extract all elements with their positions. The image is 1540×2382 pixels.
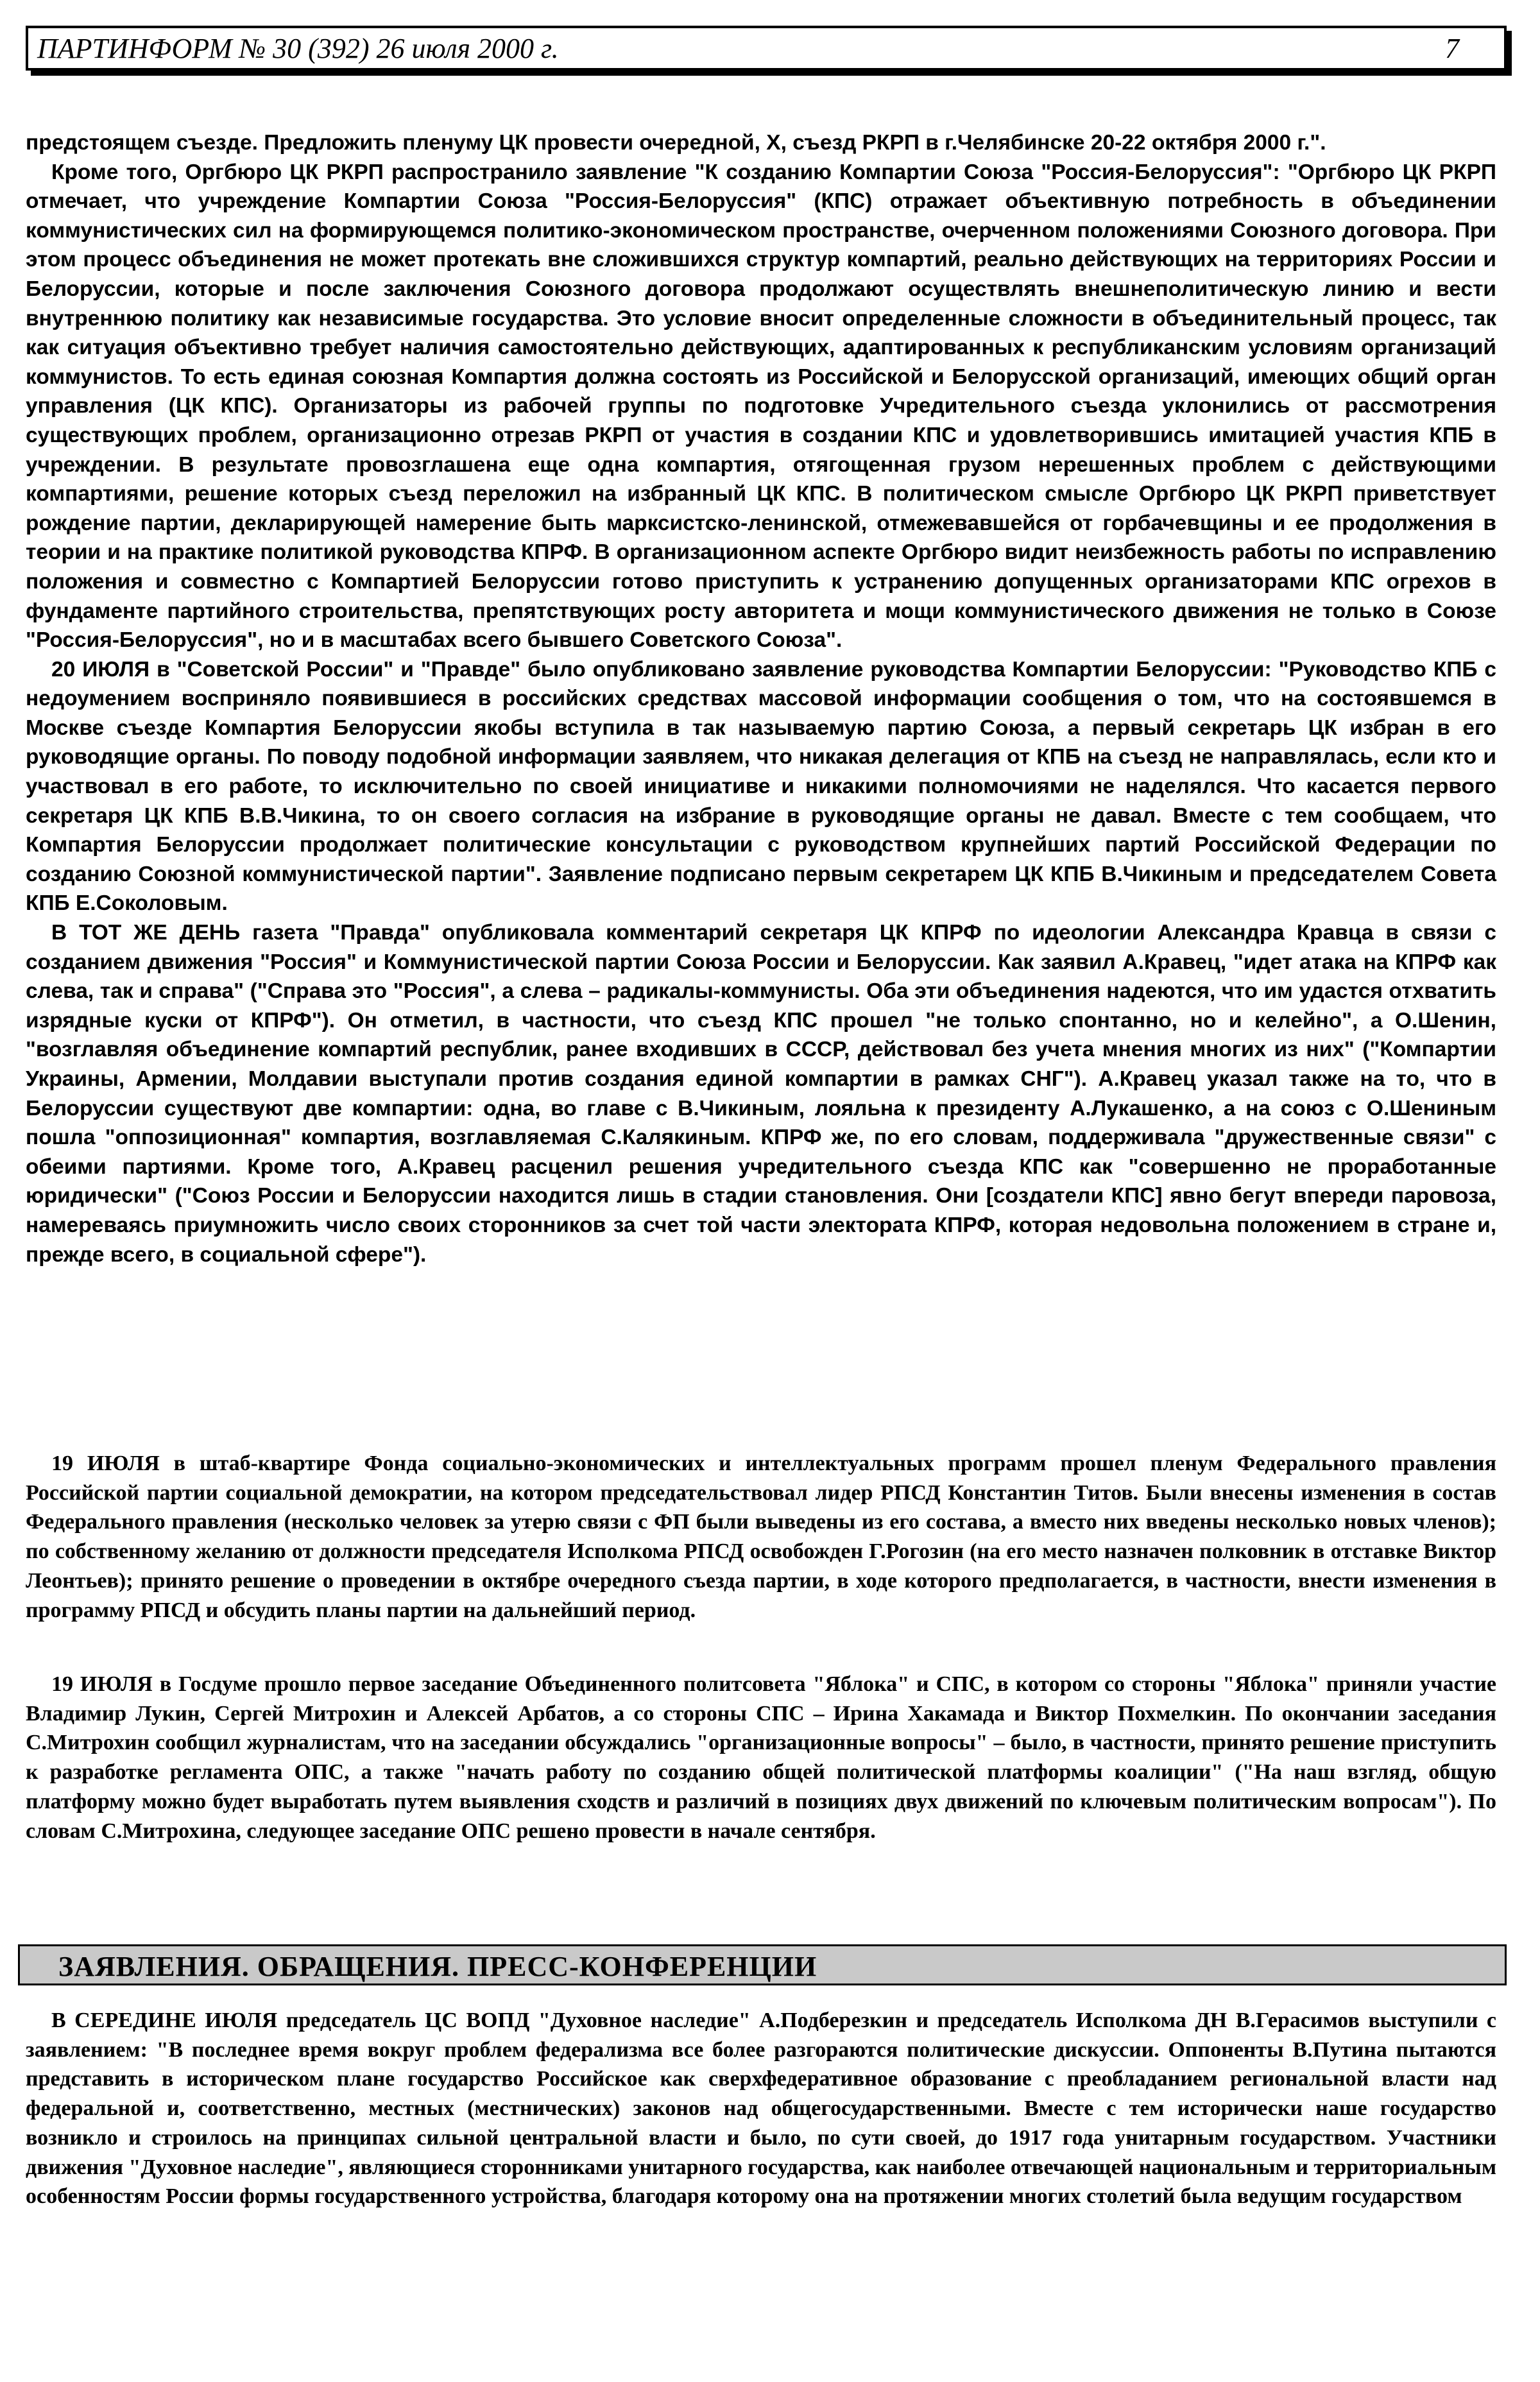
paragraph: предстоящем съезде. Предложить пленуму ЦК провести очередной, X, съезд РКРП в г.Челябинске 20-22 октября 2000 г.". xyxy=(26,131,1326,155)
page-header xyxy=(26,26,1507,71)
paragraph: В ТОТ ЖЕ ДЕНЬ газета "Правда" опубликовала комментарий секретаря ЦК КПРФ по идеологии Александра Кравца в связи с созданием движения "Россия" и Коммунистической партии Союза России и Белоруссии. Как заявил А.Кравец, "идет атака на КПРФ как слева, так и справа" ("Справа это "Россия", а слева – радикалы-коммунисты. Оба эти объединения надеются, что им удастся отхватить изрядные куски от КПРФ"). Он отметил, в частности, что съезд КПС прошел "не только спонтанно, но и келейно", а О.Шенин, "возглавляя объединение компартий республик, ранее входивших в СССР, действовал без учета мнения многих из них" ("Компартии Украины, Армении, Молдавии выступали против создания единой компартии в рамках СНГ"). А.Кравец указал также на то, что в Белоруссии существуют две компартии: одна, во главе с В.Чикиным, лояльна к президенту А.Лукашенко, а на союз с О.Шениным пошла "оппозиционная" компартия, возглавляемая С.Калякиным. КПРФ же, по его словам, поддерживала "дружественные связи" с обеими партиями. Кроме того, А.Кравец расценил решения учредительного съезда КПС как "совершенно не проработанные юридически" ("Союз России и Белоруссии находится лишь в стадии становления. Они [создатели КПС] явно бегут впереди паровоза, намереваясь приумножить число своих сторонников за счет той части электората КПРФ, которая недовольна положением в стране и, прежде всего, в социальной сфере"). xyxy=(26,921,1496,1267)
page-number: 7 xyxy=(1445,33,1459,64)
paragraph: В СЕРЕДИНЕ ИЮЛЯ председатель ЦС ВОПД "Духовное наследие" А.Подберезкин и председатель Исполкома ДН В.Герасимов выступили с заявлением: "В последнее время вокруг проблем федерализма все более разгораются политические дискуссии. Оппоненты В.Путина пытаются представить в историческом плане государство Российское как сверхфедеративное образование с преобладанием региональной власти над федеральной и, соответственно, местных (местнических) законов над общегосударственными. Вместе с тем исторически наше государство возникло и строилось на принципах сильной центральной власти и было, по сути своей, до 1917 года унитарным государством. Участники движения "Духовное наследие", являющиеся сторонниками унитарного государства, как наиболее отвечающей национальным и территориальным особенностям России формы государственного устройства, благодаря которому она на протяжении многих столетий была ведущим государством xyxy=(26,2009,1496,2209)
article-krp xyxy=(26,128,1496,1269)
paragraph: 19 ИЮЛЯ в штаб-квартире Фонда социально-экономических и интеллектуальных программ прошел пленум Федерального правления Российской партии социальной демократии, на котором председательствовал лидер РПСД Константин Титов. Были внесены изменения в состав Федерального правления (несколько человек за утерю связи с ФП были выведены из его состава, а вместо них введены несколько новых членов); по собственному желанию от должности председателя Исполкома РПСД освобожден Г.Рогозин (на его место назначен полковник в отставке Виктор Леонтьев); принято решение о проведении в октябре очередного съезда партии, в ходе которого предполагается, в частности, внести изменения в программу РПСД и обсудить планы партии на дальнейший период. xyxy=(26,1452,1496,1622)
paragraph: Кроме того, Оргбюро ЦК РКРП распространило заявление "К созданию Компартии Союза "Россия-Белоруссия": "Оргбюро ЦК РКРП отмечает, что учреждение Компартии Союза "Россия-Белоруссия" (КПС) отражает объективную потребность в объединении коммунистических сил на формирующемся политико-экономическом пространстве, очерченном положениями Союзного договора. При этом процесс объединения не может протекать вне сложившихся структур компартий, реально действующих на территориях России и Белоруссии, которые и после заключения Союзного договора продолжают осуществлять внешнеполитическую линию и вести внутреннюю политику как независимые государства. Это условие вносит определенные сложности в объединительный процесс, так как ситуация объективно требует наличия самостоятельно действующих, адаптированных к республиканским условиям организаций коммунистов. То есть единая союзная Компартия должна состоять из Российской и Белорусской организаций, имеющих общий орган управления (ЦК КПС). Организаторы из рабочей группы по подготовке Учредительного съезда уклонились от рассмотрения существующих проблем, организационно отрезав РКРП от участия в создании КПС и удовлетворившись имитацией участия КПБ в учреждении. В результате провозглашена еще одна компартия, отягощенная грузом нерешенных проблем с действующими компартиями, решение которых съезд переложил на избранный ЦК КПС. В политическом смысле Оргбюро ЦК РКРП приветствует рождение партии, декларирующей намерение быть марксистско-ленинской, отмежевавшейся от горбачевщины и ее продолжения в теории и на практике политикой руководства КПРФ. В организационном аспекте Оргбюро видит неизбежность работы по исправлению положения и совместно с Компартией Белоруссии готово приступить к устранению допущенных организаторами КПС огрехов в фундаменте партийного строительства, препятствующих росту авторитета и мощи коммунистического движения не только в Союзе "Россия-Белоруссия", но и в масштабах всего бывшего Советского Союза". xyxy=(26,160,1496,653)
publication-title: ПАРТИНФОРМ № 30 (392) 26 июля 2000 г. xyxy=(37,33,559,64)
news-rpsd xyxy=(26,1449,1496,1625)
section-header xyxy=(18,1944,1507,1985)
news-duhovnoe-nasledie xyxy=(26,2006,1496,2211)
section-title: ЗАЯВЛЕНИЯ. ОБРАЩЕНИЯ. ПРЕСС-КОНФЕРЕНЦИИ xyxy=(58,1951,817,1982)
news-yabloko-sps xyxy=(26,1670,1496,1846)
paragraph: 20 ИЮЛЯ в "Советской России" и "Правде" было опубликовано заявление руководства Компартии Белоруссии: "Руководство КПБ с недоумением восприняло появившиеся в российских средствах массовой информации сообщения о том, что на состоявшемся в Москве съезде Компартия Белоруссии якобы вступила в так называемую партию Союза, а первый секретарь ЦК избран в его руководящие органы. По поводу подобной информации заявляем, что никакая делегация от КПБ на съезд не направлялась, если кто и участвовал в его работе, то исключительно по своей инициативе и никакими полномочиями не наделялся. Что касается первого секретаря ЦК КПБ В.В.Чикина, то он своего согласия на избрание в руководящие органы не давал. Вместе с тем сообщаем, что Компартия Белоруссии продолжает политические консультации с руководством крупнейших партий Российской Федерации по созданию Союзной коммунистической партии". Заявление подписано первым секретарем ЦК КПБ В.Чикиным и председателем Совета КПБ Е.Соколовым. xyxy=(26,657,1496,916)
paragraph: 19 ИЮЛЯ в Госдуме прошло первое заседание Объединенного политсовета "Яблока" и СПС, в котором со стороны "Яблока" приняли участие Владимир Лукин, Сергей Митрохин и Алексей Арбатов, а со стороны СПС – Ирина Хакамада и Виктор Похмелкин. По окончании заседания С.Митрохин сообщил журналистам, что на заседании обсуждались "организационные вопросы" – было, в частности, принято решение приступить к разработке регламента ОПС, а также "начать работу по созданию общей политической платформы коалиции" ("На наш взгляд, общую платформу можно будет выработать путем выявления сходств и различий в позициях двух движений по ключевым политическим вопросам"). По словам С.Митрохина, следующее заседание ОПС решено провести в начале сентября. xyxy=(26,1672,1496,1843)
